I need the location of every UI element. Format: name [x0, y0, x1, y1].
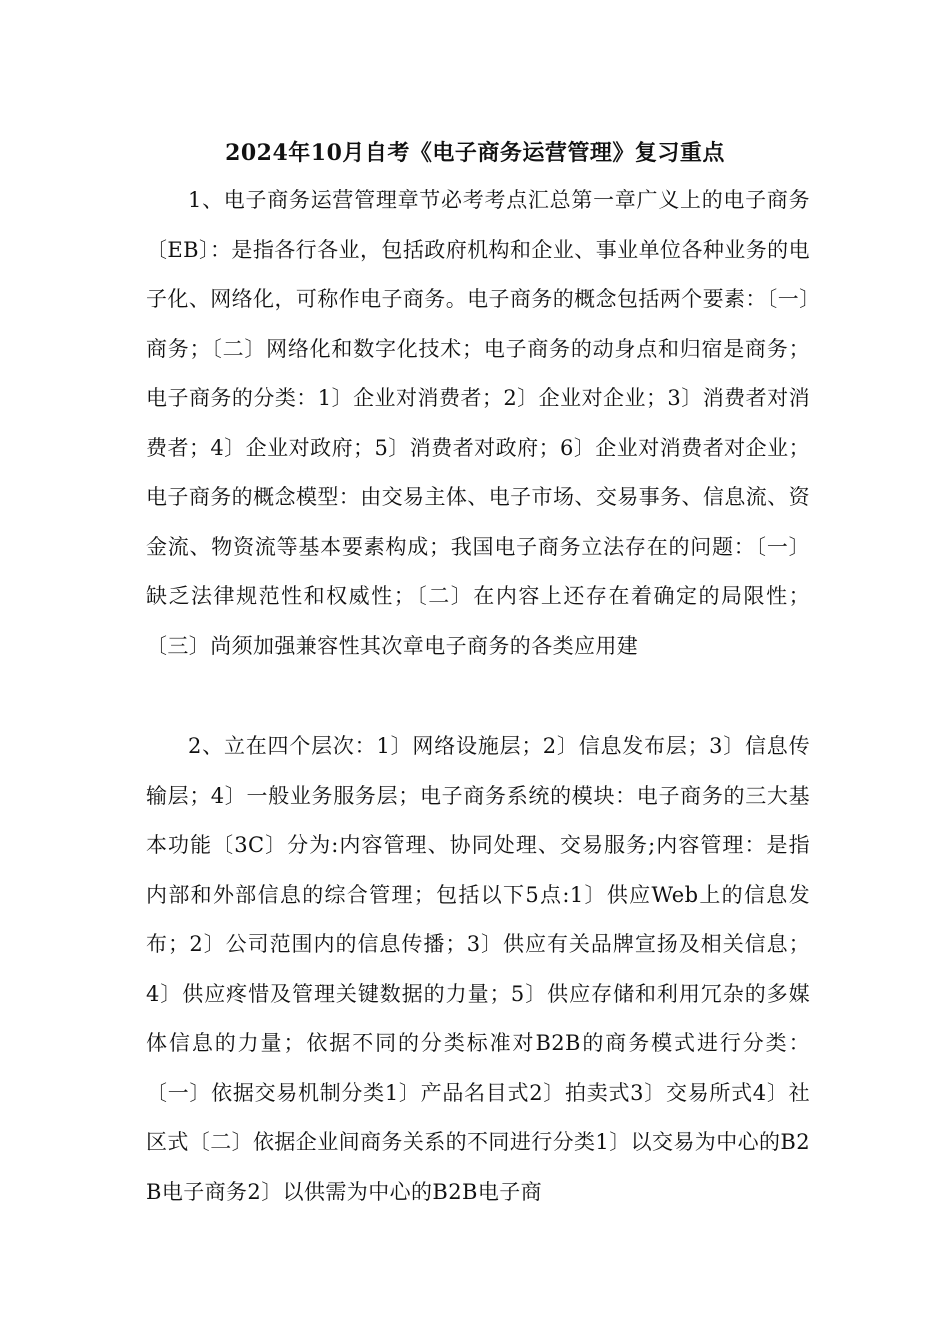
document-title: 2024年10月自考《电子商务运营管理》复习重点	[225, 140, 725, 166]
paragraph-2: 2、立在四个层次：1〕网络设施层；2〕信息发布层；3〕信息传输层；4〕一般业务服务层；电子商务系统的模块：电子商务的三大基本功能〔3C〕分为:内容管理、协同处理、交易服务;内容管理：是指内部和外部信息的综合管理；包括以下5点:1〕供应Web上的信息发布；2〕公司范围内的信息传播；3〕供应有关品牌宣扬及相关信息；4〕供应疼惜及管理关键数据的力量；5〕供应存储和利用冗杂的多媒体信息的力量；依据不同的分类标准对B2B的商务模式进行分类：〔一〕依据交易机制分类1〕产品名目式2〕拍卖式3〕交易所式4〕社区式〔二〕依据企业间商务关系的不同进行分类1〕以交易为中心的B2B电子商务2〕以供需为中心的B2B电子商	[146, 734, 810, 1204]
paragraph-1: 1、电子商务运营管理章节必考考点汇总第一章广义上的电子商务〔EB〕：是指各行各业，包括政府机构和企业、事业单位各种业务的电子化、网络化，可称作电子商务。电子商务的概念包括两个要素：〔一〕商务；〔二〕网络化和数字化技术；电子商务的动身点和归宿是商务；电子商务的分类：1〕企业对消费者；2〕企业对企业；3〕消费者对消费者；4〕企业对政府；5〕消费者对政府；6〕企业对消费者对企业；电子商务的概念模型：由交易主体、电子市场、交易事务、信息流、资金流、物资流等基本要素构成；我国电子商务立法存在的问题：〔一〕缺乏法律规范性和权威性；〔二〕在内容上还存在着确定的局限性；〔三〕尚须加强兼容性其次章电子商务的各类应用建	[146, 188, 810, 658]
